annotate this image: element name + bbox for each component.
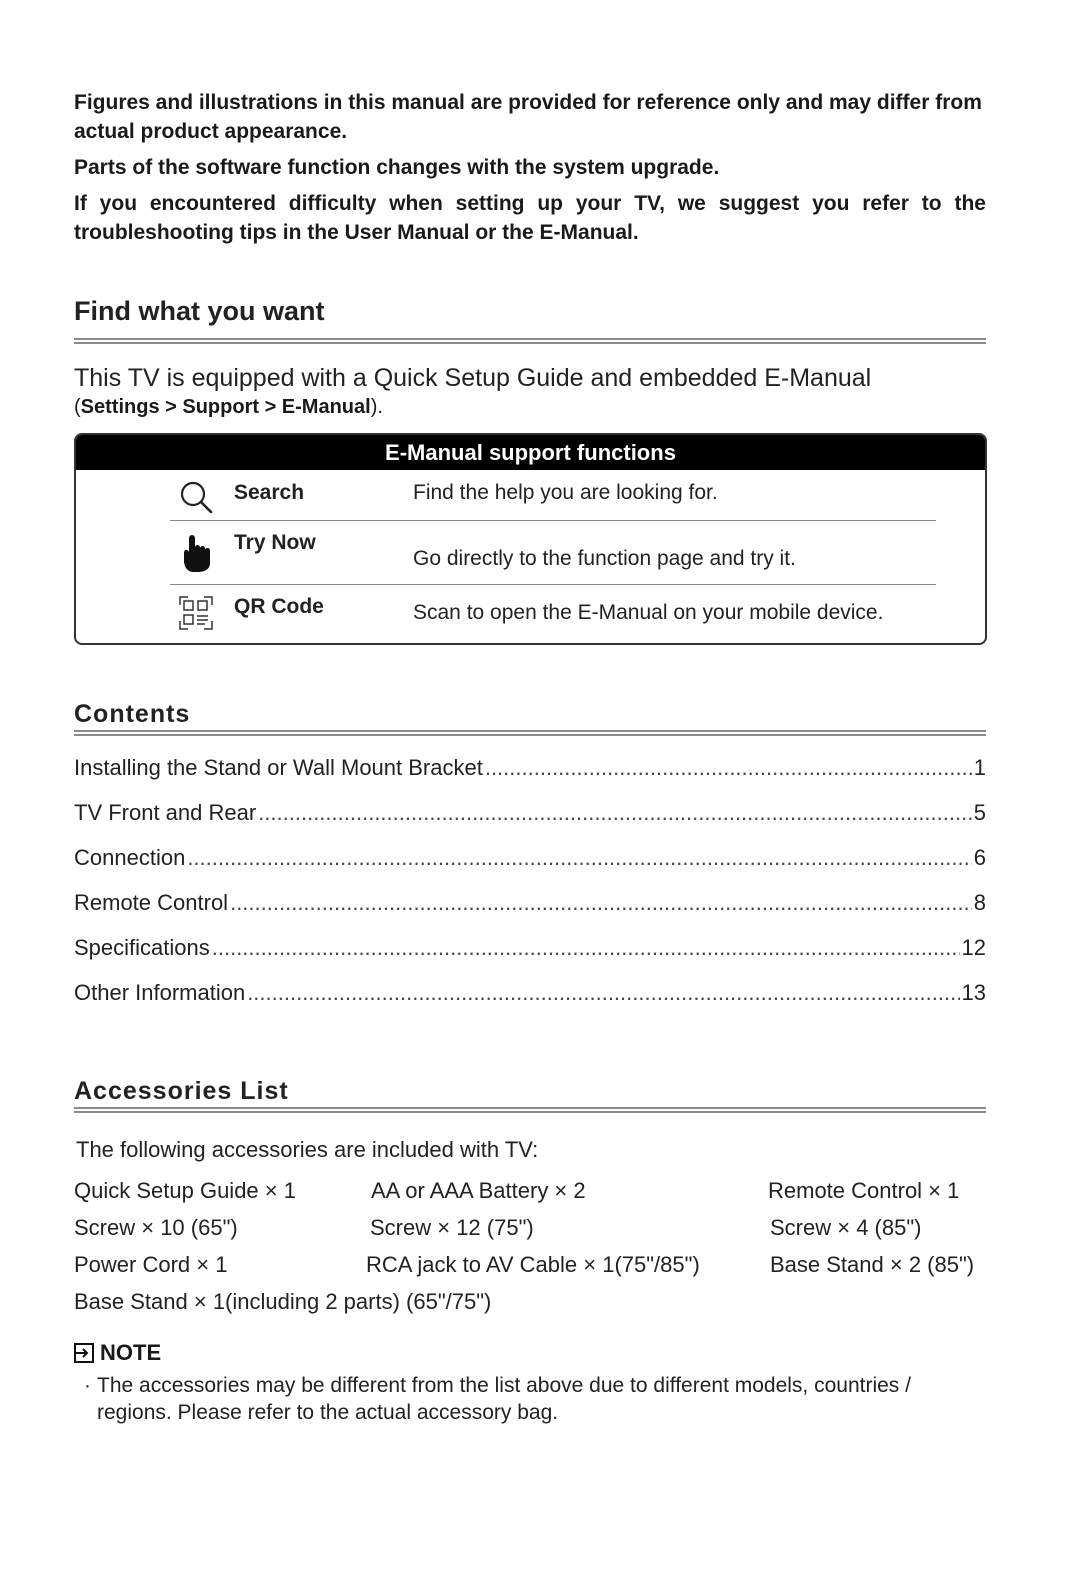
function-row-try-now [170, 521, 936, 585]
toc-item[interactable] [74, 935, 986, 980]
toc-page: 6 [973, 845, 986, 870]
function-name: QR Code [234, 595, 324, 618]
contents-title: Contents [74, 700, 191, 728]
accessories-title: Accessories List [74, 1077, 289, 1105]
toc-page: 12 [961, 935, 986, 960]
path-close: ). [370, 396, 383, 418]
toc-label: Connection [74, 845, 186, 870]
toc-leader [485, 755, 972, 781]
toc-page: 1 [973, 755, 986, 780]
toc-label: TV Front and Rear [74, 800, 257, 825]
note-heading [74, 1340, 161, 1366]
functions-header: E-Manual support functions [76, 435, 985, 470]
toc-label: Remote Control [74, 890, 229, 915]
qr-code-icon [178, 595, 214, 631]
emanual-path [74, 394, 383, 420]
note-label: NOTE [100, 1340, 162, 1365]
accessory-item: Screw × 10 (65") [74, 1215, 238, 1240]
toc-item[interactable] [74, 800, 986, 845]
section-divider [74, 730, 986, 736]
intro-paragraph: If you encountered difficulty when setting up your TV, we suggest you refer to the troubleshooting tips in the User Manual or the E-Manual. [74, 192, 986, 244]
function-row-search [170, 471, 936, 521]
accessory-item: Power Cord × 1 [74, 1252, 228, 1277]
intro-paragraph: Figures and illustrations in this manual are provided for reference only and may differ from actual product appearance. [74, 91, 982, 143]
function-description: Scan to open the E-Manual on your mobile device. [413, 601, 884, 624]
function-description: Go directly to the function page and try it. [413, 547, 796, 570]
toc-leader [187, 845, 971, 871]
note-icon [74, 1343, 94, 1363]
toc-leader [247, 980, 959, 1006]
toc-leader [212, 935, 960, 961]
intro-notice [74, 88, 986, 254]
function-row-qr-code [170, 585, 936, 643]
accessory-item: Base Stand × 1(including 2 parts) (65"/75") [74, 1289, 492, 1314]
accessory-item: Base Stand × 2 (85") [770, 1252, 975, 1277]
note-bullet: · [84, 1374, 91, 1397]
intro-paragraph: Parts of the software function changes with the system upgrade. [74, 156, 720, 179]
emanual-functions-table [74, 433, 987, 645]
toc-page: 8 [973, 890, 986, 915]
accessory-item: Quick Setup Guide × 1 [74, 1178, 296, 1203]
toc-page: 13 [961, 980, 986, 1005]
accessory-item: RCA jack to AV Cable × 1(75"/85") [366, 1252, 700, 1277]
accessory-item: Screw × 12 (75") [370, 1215, 534, 1240]
accessory-item: AA or AAA Battery × 2 [371, 1178, 586, 1203]
section-divider [74, 1107, 986, 1113]
table-of-contents [74, 755, 986, 1025]
function-name: Try Now [234, 531, 316, 554]
path-open: ( [74, 396, 81, 418]
path-text: Settings > Support > E-Manual [80, 396, 371, 418]
toc-label: Specifications [74, 935, 210, 960]
function-name: Search [234, 481, 305, 504]
accessories-intro: The following accessories are included with TV: [76, 1137, 539, 1162]
find-intro-text: This TV is equipped with a Quick Setup Guide and embedded E-Manual [74, 364, 872, 392]
toc-leader [258, 800, 972, 826]
section-divider [74, 338, 986, 344]
toc-item[interactable] [74, 755, 986, 800]
note-text: The accessories may be different from the list above due to different models, countries / regions. Please refer to the actual accessory bag. [97, 1374, 911, 1424]
accessory-item: Remote Control × 1 [768, 1178, 960, 1203]
toc-page: 5 [973, 800, 986, 825]
toc-item[interactable] [74, 980, 986, 1025]
toc-label: Installing the Stand or Wall Mount Bracket [74, 755, 483, 780]
search-icon [178, 479, 214, 515]
toc-item[interactable] [74, 890, 986, 935]
toc-leader [230, 890, 972, 916]
note-body [84, 1372, 989, 1426]
toc-item[interactable] [74, 845, 986, 890]
find-section-title: Find what you want [74, 296, 325, 326]
function-description: Find the help you are looking for. [413, 481, 718, 504]
toc-label: Other Information [74, 980, 246, 1005]
pointing-hand-icon [178, 533, 214, 569]
accessory-item: Screw × 4 (85") [770, 1215, 922, 1240]
